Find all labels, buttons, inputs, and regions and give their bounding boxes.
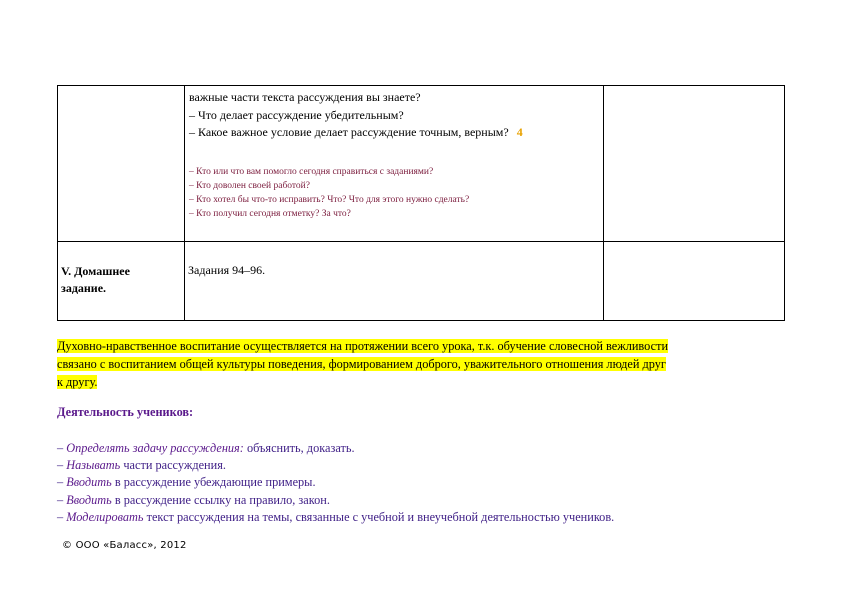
- review-questions: [185, 86, 603, 142]
- lesson-plan-table: [57, 85, 785, 321]
- list-item: – Вводить в рассуждение убеждающие примеры.: [57, 475, 316, 490]
- homework-text: Задания 94–96.: [188, 263, 266, 277]
- activity-heading: Деятельность учеников:: [57, 405, 194, 419]
- copyright-footer: © ООО «Баласс», 2012: [62, 540, 187, 551]
- highlighted-line: связано с воспитанием общей культуры поведения, формированием доброго, уважительного отношения людей друг: [57, 357, 666, 371]
- highlighted-line: к другу.: [57, 375, 98, 389]
- list-item: – Называть части рассуждения.: [57, 458, 226, 473]
- notes-cell-empty: [604, 86, 785, 242]
- reflection-line: – Кто хотел бы что-то исправить? Что? Что для этого нужно сделать?: [189, 194, 470, 205]
- notes-cell-empty: [604, 242, 785, 321]
- list-item: – Вводить в рассуждение ссылку на правило, закон.: [57, 492, 330, 507]
- reflection-line: – Кто доволен своей работой?: [189, 180, 310, 191]
- table-row: [58, 242, 785, 321]
- highlighted-line: Духовно-нравственное воспитание осуществляется на протяжении всего урока, т.к. обучение словесной вежливости: [57, 339, 669, 353]
- stage-cell: [58, 242, 185, 321]
- reflection-line: – Кто или что вам помогло сегодня справиться с заданиями?: [189, 166, 434, 177]
- step-marker: 4: [516, 125, 523, 139]
- list-item: – Моделировать текст рассуждения на темы, связанные с учебной и внеучебной деятельностью учеников.: [57, 509, 615, 524]
- activity-list: [57, 440, 614, 526]
- homework-cell: [185, 242, 604, 321]
- reflection-questions: [185, 142, 603, 221]
- stage-cell-empty: [58, 86, 185, 242]
- question-line: – Что делает рассуждение убедительным?: [189, 107, 404, 122]
- question-line: важные части текста рассуждения вы знаете?: [189, 90, 421, 104]
- stage-title: V. Домашнее задание.: [61, 264, 130, 295]
- question-line: – Какое важное условие делает рассуждение точным, верным? 4: [189, 125, 523, 139]
- moral-education-paragraph: [57, 337, 757, 391]
- table-row: [58, 86, 785, 242]
- reflection-line: – Кто получил сегодня отметку? За что?: [189, 208, 351, 219]
- questions-cell: [185, 86, 604, 242]
- list-item: – Определять задачу рассуждения: объяснить, доказать.: [57, 441, 355, 455]
